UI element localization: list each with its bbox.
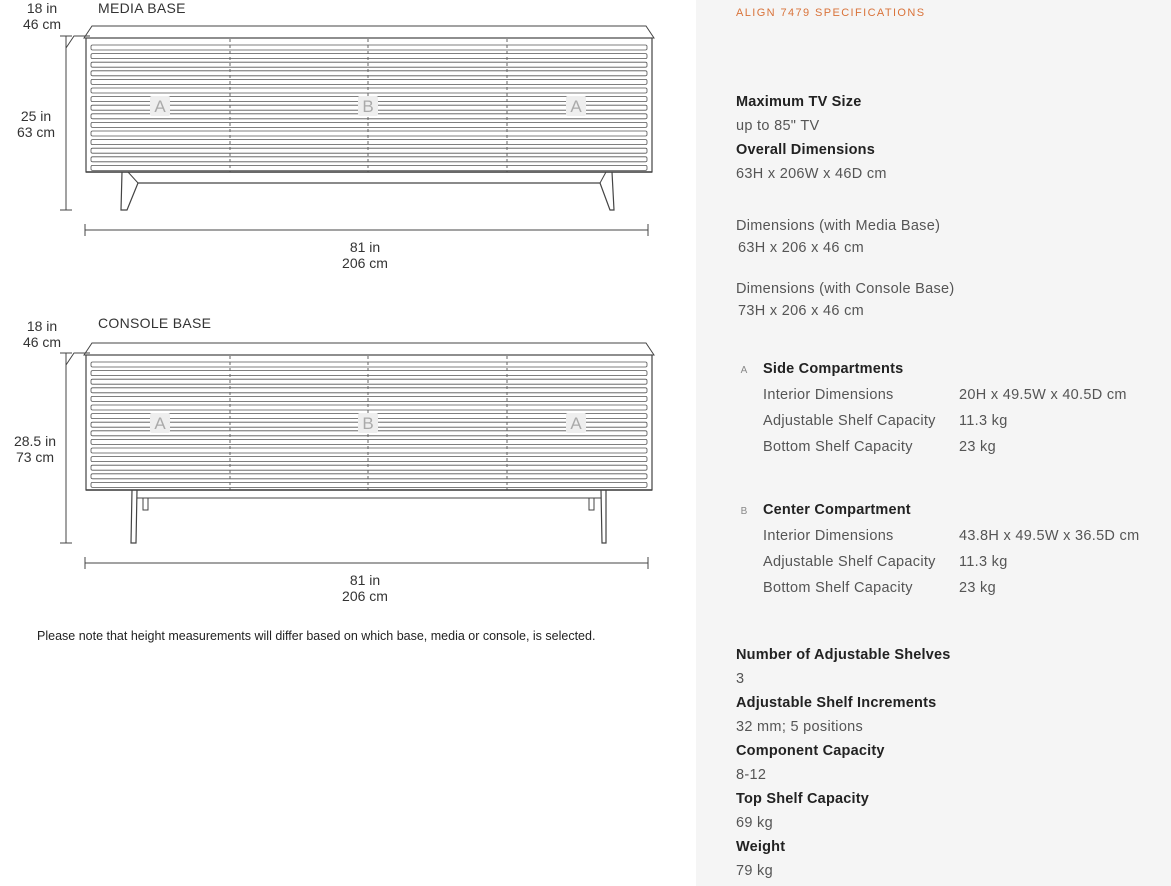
specs-title: ALIGN 7479 SPECIFICATIONS [736, 7, 926, 19]
console-leg-left-front [131, 490, 137, 543]
media-height-in: 25 in [20, 108, 52, 124]
increments-label: Adjustable Shelf Increments [736, 695, 937, 711]
overall-dim-value: 63H x 206W x 46D cm [736, 166, 887, 182]
side-bottom-value: 23 kg [959, 439, 996, 455]
media-slat-5 [91, 88, 647, 93]
console-slat-9 [91, 439, 647, 444]
console-slat-1 [91, 371, 647, 376]
side-badge: A [740, 365, 748, 376]
console-compartment-label-2: A [570, 414, 582, 433]
media-compartment-label-0: A [154, 97, 166, 116]
center-badge: B [740, 506, 748, 517]
center-bottom-value: 23 kg [959, 580, 996, 596]
console-slat-2 [91, 379, 647, 384]
media-dim-label: Dimensions (with Media Base) [736, 218, 941, 234]
specs-panel [696, 0, 1171, 886]
console-slat-10 [91, 448, 647, 453]
media-slat-13 [91, 157, 647, 162]
console-compartment-label-1: B [362, 414, 374, 433]
weight-value: 79 kg [736, 863, 773, 879]
center-adjustable-label: Adjustable Shelf Capacity [763, 554, 936, 570]
console-top-slab [84, 343, 654, 355]
top-shelf-value: 69 kg [736, 815, 773, 831]
console-slat-11 [91, 457, 647, 462]
media-compartment-label-1: B [362, 97, 374, 116]
shelves-value: 3 [736, 671, 745, 687]
component-value: 8-12 [736, 767, 767, 783]
top-shelf-label: Top Shelf Capacity [736, 791, 870, 807]
media-width-cm: 206 cm [342, 255, 388, 271]
media-slat-12 [91, 148, 647, 153]
console-slat-5 [91, 405, 647, 410]
side-bottom-label: Bottom Shelf Capacity [763, 439, 913, 455]
side-compartments-title: Side Compartments [763, 361, 904, 377]
center-adjustable-value: 11.3 kg [959, 554, 1008, 570]
console-slat-14 [91, 482, 647, 487]
center-bottom-label: Bottom Shelf Capacity [763, 580, 913, 596]
max-tv-value: up to 85" TV [736, 118, 820, 134]
console-dim-value: 73H x 206 x 46 cm [738, 303, 864, 319]
console-base-title: CONSOLE BASE [98, 315, 212, 331]
media-top-slab [84, 26, 654, 38]
media-base-title: MEDIA BASE [98, 0, 186, 16]
console-leg-left-back [143, 498, 148, 510]
weight-label: Weight [736, 839, 786, 855]
console-leg-right-back [589, 498, 594, 510]
console-width-cm: 206 cm [342, 588, 388, 604]
center-compartment-title: Center Compartment [763, 502, 911, 518]
media-compartment-label-2: A [570, 97, 582, 116]
media-slat-4 [91, 79, 647, 84]
console-slat-13 [91, 474, 647, 479]
console-slat-4 [91, 396, 647, 401]
media-leg-right-inner [600, 172, 606, 183]
media-height-cm: 63 cm [16, 124, 56, 140]
media-depth-cm: 46 cm [22, 16, 62, 32]
media-depth-in: 18 in [26, 0, 58, 16]
media-dim-value: 63H x 206 x 46 cm [738, 240, 864, 256]
media-width-in: 81 in [349, 239, 381, 255]
console-dim-label: Dimensions (with Console Base) [736, 281, 955, 297]
console-leg-right-front [601, 490, 606, 543]
side-adjustable-value: 11.3 kg [959, 413, 1008, 429]
shelves-label: Number of Adjustable Shelves [736, 647, 951, 663]
media-slat-2 [91, 62, 647, 67]
center-interior-value: 43.8H x 49.5W x 36.5D cm [959, 528, 1140, 544]
furniture-drawing [0, 0, 696, 620]
height-note: Please note that height measurements will differ based on which base, media or console, is selected. [37, 629, 596, 643]
console-slat-0 [91, 362, 647, 367]
max-tv-label: Maximum TV Size [736, 94, 862, 110]
media-slat-1 [91, 54, 647, 59]
console-height-cm: 73 cm [15, 449, 55, 465]
media-slat-11 [91, 140, 647, 145]
media-slat-10 [91, 131, 647, 136]
media-leg-left-inner [128, 172, 138, 183]
side-interior-value: 20H x 49.5W x 40.5D cm [959, 387, 1127, 403]
side-adjustable-label: Adjustable Shelf Capacity [763, 413, 936, 429]
component-label: Component Capacity [736, 743, 885, 759]
console-slat-3 [91, 388, 647, 393]
console-height-in: 28.5 in [13, 433, 57, 449]
media-slat-9 [91, 122, 647, 127]
media-legs [121, 172, 614, 210]
increments-value: 32 mm; 5 positions [736, 719, 864, 735]
console-width-in: 81 in [349, 572, 381, 588]
console-slat-12 [91, 465, 647, 470]
overall-dim-label: Overall Dimensions [736, 142, 875, 158]
console-depth-cm: 46 cm [22, 334, 62, 350]
side-interior-label: Interior Dimensions [763, 387, 894, 403]
media-slat-14 [91, 165, 647, 170]
media-slat-0 [91, 45, 647, 50]
center-interior-label: Interior Dimensions [763, 528, 894, 544]
console-compartment-label-0: A [154, 414, 166, 433]
media-slat-3 [91, 71, 647, 76]
console-depth-in: 18 in [26, 318, 58, 334]
